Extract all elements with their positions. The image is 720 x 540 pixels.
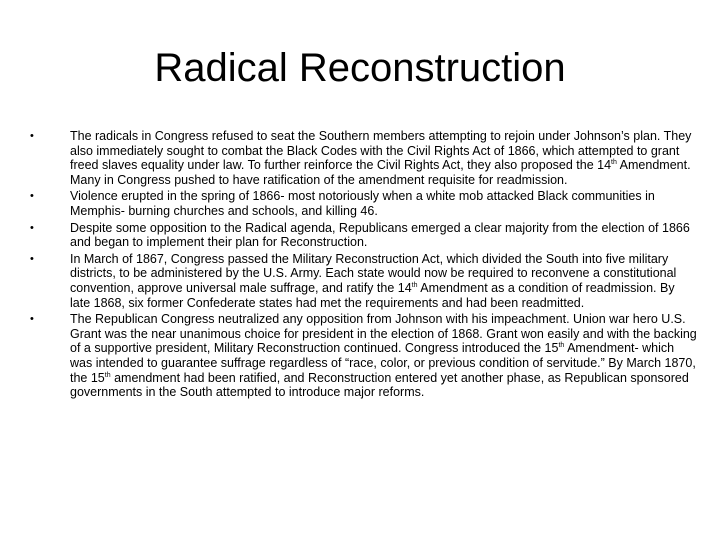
bullet-text-continued: amendment had been ratified, and Reconstruction entered yet another phase, as Republican sponsored governments in the South attempted to introduce major reforms.: [70, 370, 689, 400]
bullet-text-continued: Amendment as a condition of readmission. By late 1868, six former Confederate states had met the requirements and had been readmitted.: [70, 280, 675, 310]
bullet-marker: •: [30, 221, 34, 234]
bullet-text-continued: Amendment- which was intended to guarantee suffrage regardless of “race, color, or previous condition of servitude.” By March 1870, the 15: [70, 341, 696, 385]
bullet-item-4: [24, 252, 698, 310]
bullet-text-continued: Amendment. Many in Congress pushed to have ratification of the amendment requisite for readmission.: [70, 158, 691, 187]
bullet-item-5: [24, 312, 698, 400]
bullet-marker: •: [30, 252, 34, 265]
bullet-text: Violence erupted in the spring of 1866- most notoriously when a white mob attacked Black communities in Memphis- burning churches and schools, and killing 46.: [70, 189, 655, 218]
bullet-text: The radicals in Congress refused to seat the Southern members attempting to rejoin under Johnson’s plan. They also immediately sought to combat the Black Codes with the Civil Rights Act of 1866, which attempted to grant freed slaves equality under law. To further reinforce the Civil Rights Act, they also proposed the 14: [70, 129, 692, 173]
bullet-item-1: [24, 129, 698, 187]
bullet-marker: •: [30, 190, 34, 203]
bullet-list: [24, 129, 698, 400]
superscript: th: [558, 342, 565, 350]
bullet-item-2: [24, 189, 698, 218]
bullet-marker: •: [30, 130, 34, 142]
slide-title: Radical Reconstruction: [154, 46, 566, 90]
bullet-text: In March of 1867, Congress passed the Military Reconstruction Act, which divided the South into five military districts, to be administered by the U.S. Army. Each state would now be required to reconvene a constitutional convention, approve universal male suffrage, and ratify the 14: [70, 251, 677, 295]
bullet-text: Despite some opposition to the Radical agenda, Republicans emerged a clear majority from the election of 1866 and began to implement their plan for Reconstruction.: [70, 220, 690, 250]
bullet-marker: •: [30, 313, 34, 326]
bullet-text: The Republican Congress neutralized any opposition from Johnson with his impeachment. Union war hero U.S. Grant was the near unanimous choice for president in the election of 1868. Grant won easily and with the backing of a supportive president, Military Reconstruction continued. Congress introduced the 15: [70, 312, 697, 356]
superscript: th: [411, 281, 418, 289]
superscript: th: [611, 159, 617, 167]
superscript: th: [104, 371, 111, 379]
bullet-item-3: [24, 221, 698, 250]
